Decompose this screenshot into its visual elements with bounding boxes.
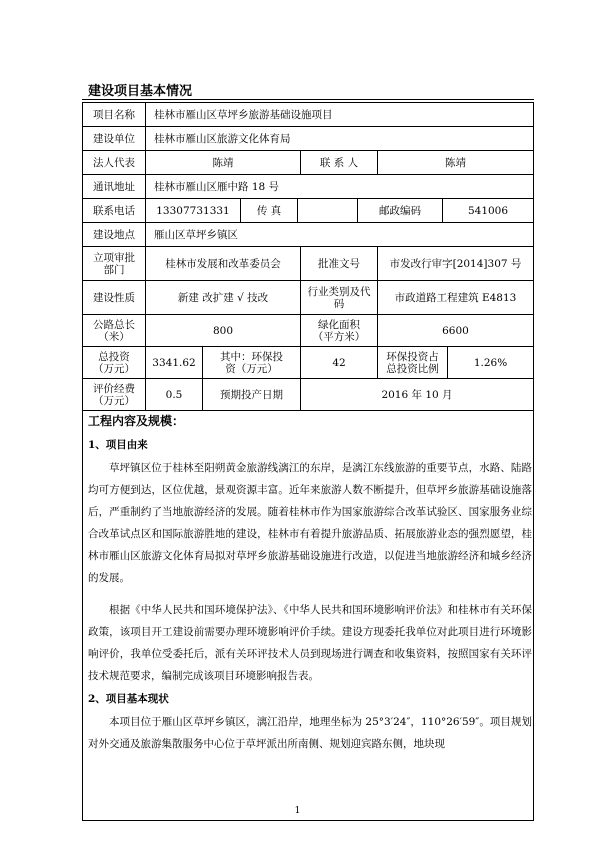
postcode-label: 邮政编码 [358,199,443,223]
env-ratio-value: 1.26% [448,347,533,379]
road-length-label: 公路总长（米） [83,315,146,347]
green-area-label: 绿化面积（平方米） [301,315,378,347]
subheading-status: 2、项目基本现状 [88,693,169,705]
prod-date-label: 预期投产日期 [203,379,301,411]
project-name-value: 桂林市雁山区草坪乡旅游基础设施项目 [146,103,533,127]
contact-label: 联 系 人 [301,151,378,175]
phone-value: 13307731331 [146,199,241,223]
env-ratio-label: 环保投资占总投资比例 [378,347,448,379]
eval-cost-label: 评价经费（万元） [83,379,146,411]
road-length-value: 800 [146,315,301,347]
page-number: 1 [294,806,301,816]
phone-label: 联系电话 [83,199,146,223]
paragraph-legal-basis: 根据《中华人民共和国环境保护法》、《中华人民共和国环境影响评价法》和桂林市有关环保政策，该项目开工建设前需要办理环境影响评价手续。建设方现委托我单位对此项目进行环境影响评价，我单位受委托后，派有关环评技术人员到现场进行调查和收集资料，按照国家有关环评技术规范要求，编制完成该项目环境影响报告表。 [88,604,532,682]
env-investment-value: 42 [301,347,378,379]
legal-rep-value: 陈靖 [146,151,301,175]
site-value: 雁山区草坪乡镇区 [146,223,533,247]
builder-value: 桂林市雁山区旅游文化体育局 [146,127,533,151]
fax-value [298,199,358,223]
address-value: 桂林市雁山区雁中路 18 号 [146,175,533,199]
approval-no-label: 批准文号 [301,247,378,281]
contact-value: 陈靖 [378,151,533,175]
heading-rule [82,99,534,100]
approval-dept-value: 桂林市发展和改革委员会 [146,247,301,281]
project-name-label: 项目名称 [83,103,146,127]
subheading-origin: 1、项目由来 [88,439,148,451]
investment-label: 总投资（万元） [83,347,146,379]
eval-cost-value: 0.5 [146,379,203,411]
site-label: 建设地点 [83,223,146,247]
section-title: 工程内容及规模： [88,414,185,428]
page-heading: 建设项目基本情况 [88,84,193,99]
industry-label: 行业类别及代码 [301,281,378,315]
paragraph-status: 本项目位于雁山区草坪乡镇区，漓江沿岸，地理坐标为 25°3′24″，110°26′59″。项目规划对外交通及旅游集散服务中心位于草坪派出所南侧、规划迎宾路东侧，地块现 [88,716,532,750]
approval-no-value: 市发改行审字[2014]307 号 [378,247,533,281]
approval-dept-label: 立项审批部门 [83,247,146,281]
paragraph-origin: 草坪镇区位于桂林至阳朔黄金旅游线漓江的东岸，是漓江东线旅游的重要节点，水路、陆路均可方便到达，区位优越，景观资源丰富。近年来旅游人数不断提升，但草坪乡旅游基础设施落后，严重制约了当地旅游经济的发展。随着桂林市作为国家旅游综合改革试验区、国家服务业综合改革试点区和国际旅游胜地的建设，桂林市有着提升旅游品质、拓展旅游业态的强烈愿望，桂林市雁山区旅游文化体育局拟对草坪乡旅游基础设施进行改造，以促进当地旅游经济和城乡经济的发展。 [88,462,532,584]
nature-label: 建设性质 [83,281,146,315]
investment-value: 3341.62 [146,347,203,379]
fax-label: 传 真 [241,199,298,223]
address-label: 通讯地址 [83,175,146,199]
env-investment-label: 其中：环保投资（万元） [203,347,301,379]
prod-date-value: 2016 年 10 月 [301,379,533,411]
nature-value: 新建 改扩建 √ 技改 [146,281,301,315]
builder-label: 建设单位 [83,127,146,151]
industry-value: 市政道路工程建筑 E4813 [378,281,533,315]
postcode-value: 541006 [443,199,533,223]
green-area-value: 6600 [378,315,533,347]
legal-rep-label: 法人代表 [83,151,146,175]
